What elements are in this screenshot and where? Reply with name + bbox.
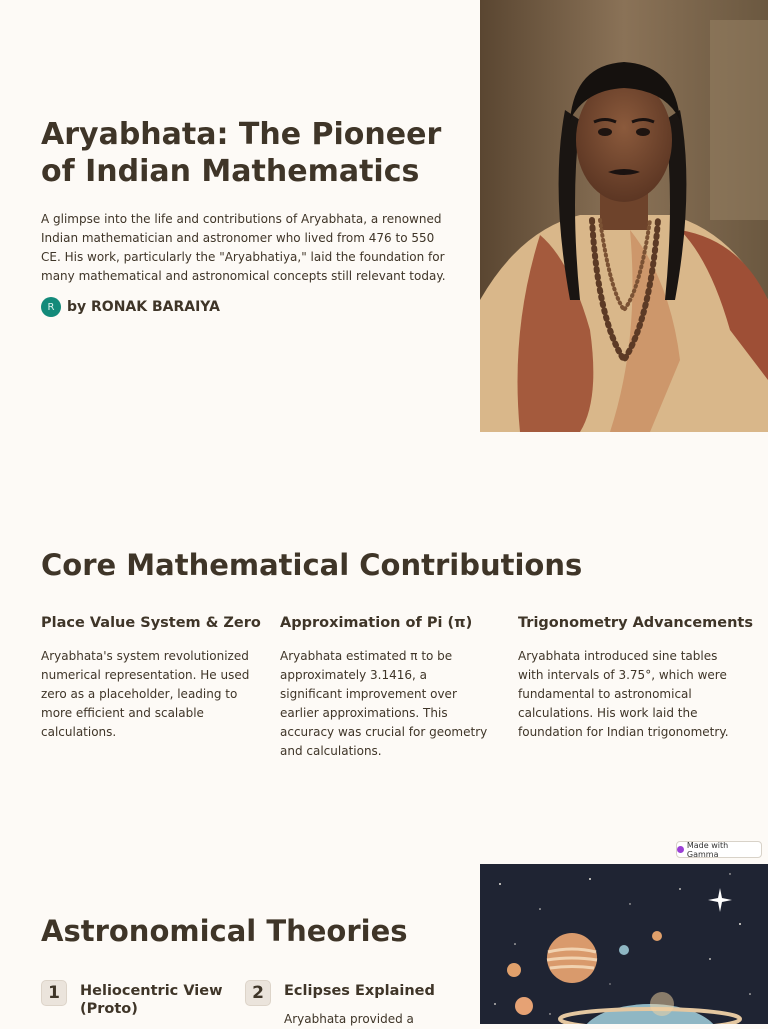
- card-trigonometry: [518, 614, 753, 742]
- step-title-eclipses: Eclipses Explained: [284, 983, 435, 999]
- space-planets-image: [480, 864, 768, 1024]
- card-text: Aryabhata estimated π to be approximately 3.1416, a significant improvement over earlier approximations. This accuracy was crucial for geometry and calculations.: [280, 649, 488, 758]
- section-title-astronomy: Astronomical Theories: [41, 914, 408, 948]
- step-title-line: (Proto): [80, 1001, 138, 1017]
- badge-label: Made with Gamma: [686, 840, 729, 859]
- author-name: by RONAK BARAIYA: [67, 299, 220, 315]
- author-byline: [41, 297, 220, 317]
- step-title-line: Heliocentric View: [80, 983, 223, 999]
- hero-title: Aryabhata: The Pioneer of Indian Mathematics: [41, 117, 442, 189]
- card-title: Place Value System & Zero: [41, 615, 261, 631]
- card-title: Trigonometry Advancements: [518, 615, 753, 631]
- step-number-2: 2: [245, 980, 271, 1006]
- card-text: Aryabhata's system revolutionized numerical representation. He used zero as a placeholder, leading to more efficient and scalable calculations.: [41, 649, 250, 739]
- step-text-eclipses: Aryabhata provided a: [284, 1012, 414, 1026]
- card-place-value: [41, 614, 263, 742]
- made-with-gamma-badge[interactable]: [676, 841, 762, 858]
- card-text: Aryabhata introduced sine tables with intervals of 3.75°, which were fundamental to astronomical calculations. His work laid the foundation for Indian trigonometry.: [518, 649, 729, 739]
- portrait-image: [480, 0, 768, 432]
- step-title-heliocentric: [80, 982, 223, 1018]
- planets-illustration: [480, 864, 768, 1024]
- step-number-1: 1: [41, 980, 67, 1006]
- avatar: R: [41, 297, 61, 317]
- card-title: Approximation of Pi (π): [280, 615, 473, 631]
- portrait-illustration: [480, 0, 768, 432]
- card-pi: [280, 614, 502, 761]
- section-title-core: Core Mathematical Contributions: [41, 548, 583, 582]
- hero-description: A glimpse into the life and contributions of Aryabhata, a renowned Indian mathematician and astronomer who lived from 476 to 550 CE. His work, particularly the "Aryabhatiya," laid the foundation for many mathematical and astronomical concepts still relevant today.: [41, 212, 446, 283]
- gamma-logo-icon: [677, 846, 684, 853]
